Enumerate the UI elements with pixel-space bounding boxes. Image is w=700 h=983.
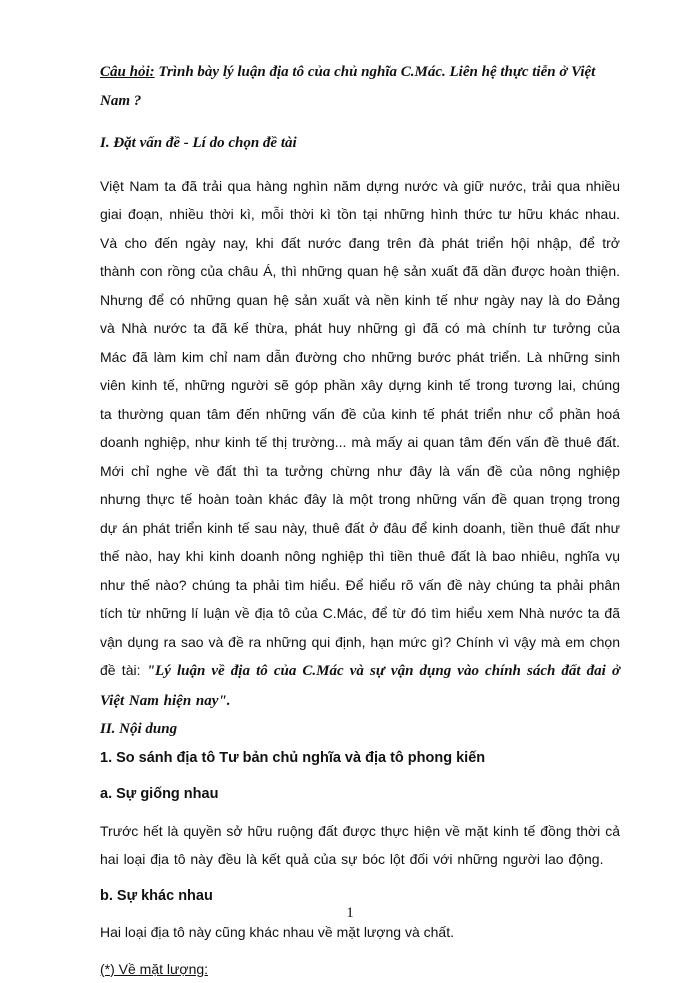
- question-label: Câu hỏi:: [100, 64, 155, 80]
- page-content: [100, 58, 620, 983]
- question-paragraph: [100, 58, 620, 115]
- subsection-b-paragraph: Hai loại địa tô này cũng khác nhau về mặt lượng và chất.: [100, 918, 620, 947]
- topic-title: "Lý luận về địa tô của C.Mác và sự vận dụng vào chính sách đất đai ở Việt Nam hiện nay".: [100, 663, 620, 709]
- quantity-note: (*) Về mặt lượng:: [100, 955, 620, 983]
- section1-paragraph-text: Việt Nam ta đã trải qua hàng nghìn năm dựng nước và giữ nước, trải qua nhiều giai đoạn, nhiều thời kì, mỗi thời kì tồn tại những hình thức tư hữu khác nhau. Và cho đến ngày nay, khi đất nước đang trên đà phát triển hội nhập, để trở thành con rồng của châu Á, thì những quan hệ sản xuất đã dần được hoàn thiện. Nhưng để có những quan hệ sản xuất và nền kinh tế như ngày nay là do Đảng và Nhà nước ta đã kế thừa, phát huy những gì đã có mà chính tư tưởng của Mác đã làm kim chỉ nam dẫn đường cho những bước phát triển. Là những sinh viên kinh tế, những người sẽ góp phần xây dựng kinh tế trong tương lai, chúng ta thường quan tâm đến những vấn đề của kinh tế phát triển như cổ phần hoá doanh nghiệp, như kinh tế thị trường... mà mấy ai quan tâm đến vấn đề thuê đất. Mới chỉ nghe về đất thì ta tưởng chừng như đây là vấn đề của nông nghiệp nhưng thực tế hoàn toàn khác đây là một trong những vấn đề quan trọng trong dự án phát triển kinh tế sau này, thuê đất ở đâu để kinh doanh, tiền thuê đất như thế nào, hay khi kinh doanh nông nghiệp thì tiền thuê đất là bao nhiêu, nghĩa vụ như thế nào? chúng ta phải tìm hiểu. Để hiểu rõ vấn đề này chúng ta phải phân tích từ những lí luận về địa tô của C.Mác, để từ đó tìm hiểu xem Nhà nước ta đã vận dụng ra sao và đề ra những qui định, hạn mức gì? Chính vì vậy mà em chọn đề tài:: [100, 178, 620, 679]
- subsection-b-heading: b. Sự khác nhau: [100, 882, 620, 911]
- page-number: 1: [0, 905, 700, 922]
- subsection-a-paragraph: Trước hết là quyền sở hữu ruộng đất được thực hiện về mặt kinh tế đồng thời cả hai loại địa tô này đều là kết quả của sự bóc lột đối với những người lao động.: [100, 817, 620, 874]
- subsection-1-heading: 1. So sánh địa tô Tư bản chủ nghĩa và địa tô phong kiến: [100, 744, 620, 773]
- question-text: Trình bày lý luận địa tô của chủ nghĩa C.Mác. Liên hệ thực tiễn ở Việt Nam ?: [100, 64, 595, 109]
- section1-heading: I. Đặt vấn đề - Lí do chọn đề tài: [100, 129, 620, 158]
- subsection-a-heading: a. Sự giống nhau: [100, 780, 620, 809]
- section2-heading: II. Nội dung: [100, 715, 620, 744]
- section1-paragraph: [100, 172, 620, 716]
